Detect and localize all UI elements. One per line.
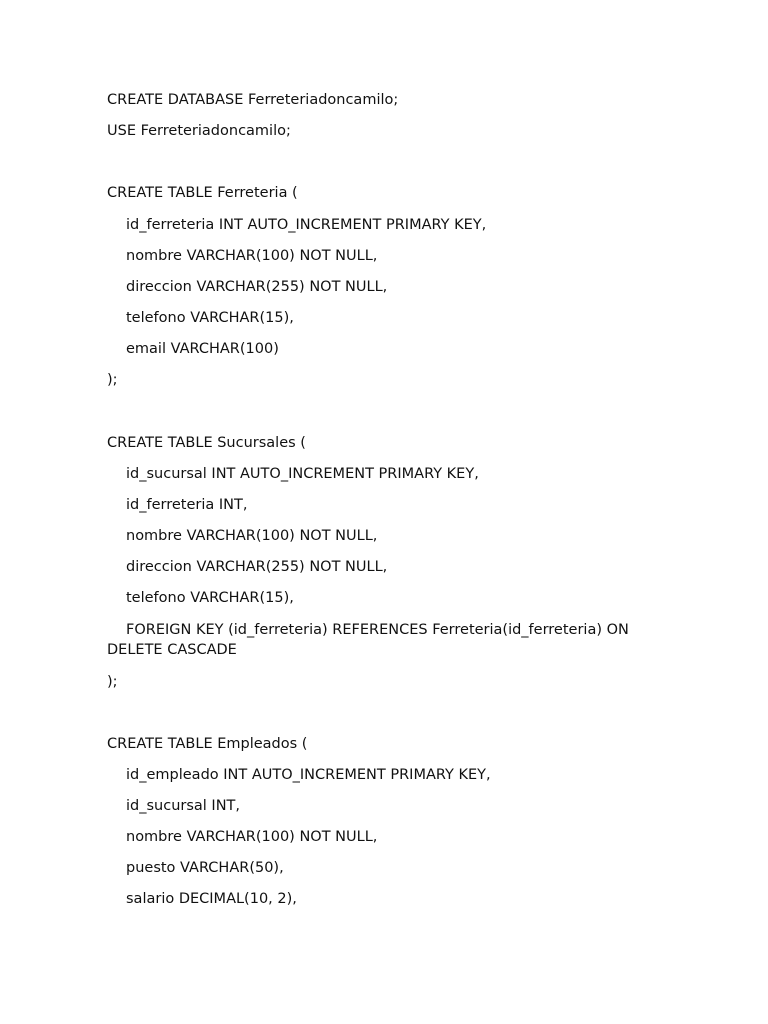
close-table-line: ); [107, 372, 118, 388]
column-line: nombre VARCHAR(100) NOT NULL, [126, 528, 378, 544]
foreign-key-line: FOREIGN KEY (id_ferreteria) REFERENCES Ferreteria(id_ferreteria) ON DELETE CASCADE [107, 622, 634, 658]
column-line: telefono VARCHAR(15), [126, 590, 294, 606]
column-line: direccion VARCHAR(255) NOT NULL, [126, 279, 388, 295]
column-line: id_ferreteria INT, [126, 497, 248, 513]
create-table-empleados-line: CREATE TABLE Empleados ( [107, 736, 308, 752]
column-line: telefono VARCHAR(15), [126, 310, 294, 326]
create-table-ferreteria-line: CREATE TABLE Ferreteria ( [107, 185, 298, 201]
close-table-line: ); [107, 674, 118, 690]
column-line: email VARCHAR(100) [126, 341, 279, 357]
create-table-sucursales-line: CREATE TABLE Sucursales ( [107, 435, 306, 451]
column-line: nombre VARCHAR(100) NOT NULL, [126, 829, 378, 845]
column-line: id_sucursal INT AUTO_INCREMENT PRIMARY KEY, [126, 466, 479, 482]
column-line: nombre VARCHAR(100) NOT NULL, [126, 248, 378, 264]
use-database-line: USE Ferreteriadoncamilo; [107, 123, 291, 139]
column-line: puesto VARCHAR(50), [126, 860, 284, 876]
column-line: id_sucursal INT, [126, 798, 241, 814]
create-database-line: CREATE DATABASE Ferreteriadoncamilo; [107, 92, 399, 108]
column-line: direccion VARCHAR(255) NOT NULL, [126, 559, 388, 575]
column-line: id_ferreteria INT AUTO_INCREMENT PRIMARY KEY, [126, 217, 487, 233]
column-line: salario DECIMAL(10, 2), [126, 891, 297, 907]
column-line: id_empleado INT AUTO_INCREMENT PRIMARY KEY, [126, 767, 491, 783]
